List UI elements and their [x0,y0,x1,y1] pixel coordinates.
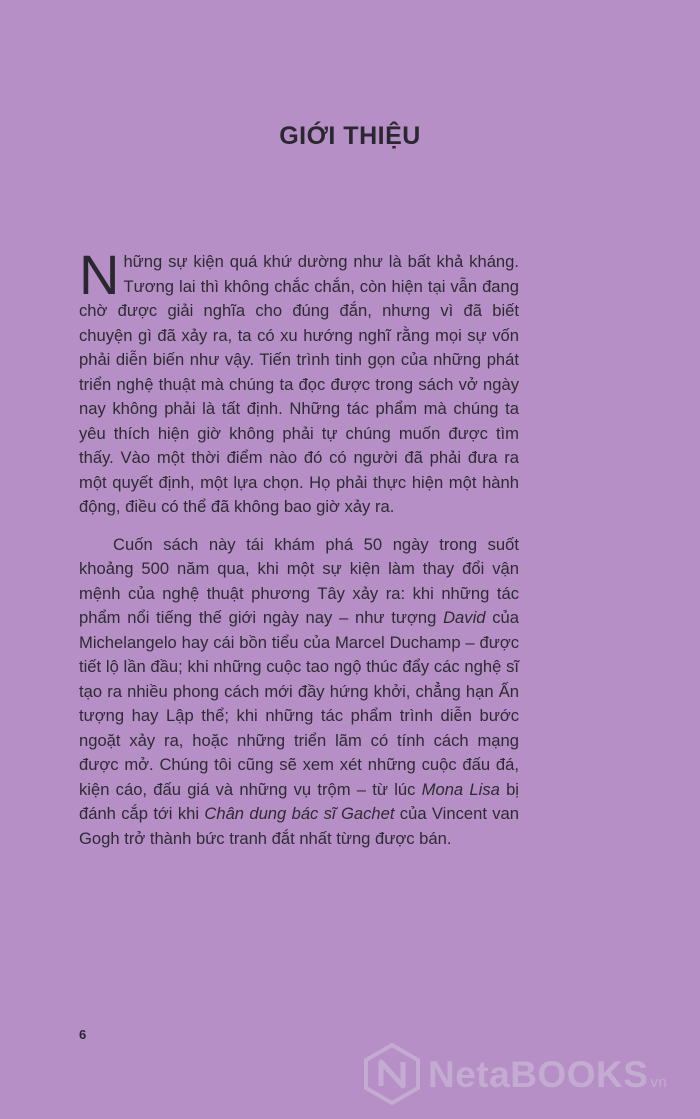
paragraph-2-part1: Cuốn sách này tái khám phá 50 ngày trong suốt khoảng 500 năm qua, khi một sự kiện làm thay đổi vận mệnh của nghệ thuật phương Tây xảy ra: khi những tác phẩm nổi tiếng thế giới ngày nay – như tượng [79,534,519,627]
drop-cap: N [79,243,120,306]
italic-title-gachet: Chân dung bác sĩ Gachet [204,804,395,823]
page-title: GIỚI THIỆU [279,122,421,150]
netabooks-logo-icon [362,1042,422,1106]
watermark-brand: NetaBOOKS [428,1054,649,1095]
paragraph-2-part4: của Vincent van Gogh trở thành bức tranh đắt nhất từng được bán. [79,804,520,848]
paragraph-2 [79,533,519,852]
italic-title-david: David [443,608,486,627]
paragraph-2-part3: bị đánh cắp tới khi [79,779,519,823]
watermark [362,1042,692,1106]
paragraph-1 [79,243,519,520]
page-number: 6 [79,1027,87,1042]
paragraph-2-part2: của Michelangelo hay cái bồn tiểu của Marcel Duchamp – được tiết lộ lần đầu; khi những cuộc tao ngộ thúc đẩy các nghệ sĩ tạo ra nhiều phong cách mới đầy hứng khởi, chẳng hạn Ấn tượng hay Lập thể; khi những tác phẩm trình diễn bước ngoặt xảy ra, hoặc những triển lãm có tính cách mạng được mở. Chúng tôi cũng sẽ xem xét những cuộc đấu đá, kiện cáo, đấu giá và những vụ trộm – từ lúc [79,608,519,799]
italic-title-mona-lisa: Mona Lisa [421,779,500,799]
watermark-text [428,1054,667,1096]
body-text [79,243,520,851]
watermark-suffix: vn [650,1074,668,1091]
paragraph-1-text: hững sự kiện quá khứ dường như là bất khả kháng. Tương lai thì không chắc chắn, còn hiện tại vẫn đang chờ được giải nghĩa cho đúng đắn, nhưng vì đã biết chuyện gì đã xảy ra, ta có xu hướng nghĩ rằng mọi sự vốn phải diễn biến như vậy. Tiến trình tinh gọn của những phát triển nghệ thuật mà chúng ta đọc được trong sách vở ngày nay không phải là tất định. Những tác phẩm mà chúng ta yêu thích hiện giờ không phải tự chúng muốn được tìm thấy. Vào một thời điểm nào đó có người đã phải đưa ra một quyết định, một lựa chọn. Họ phải thực hiện một hành động, điều có thể đã không bao giờ xảy ra. [79,252,519,516]
